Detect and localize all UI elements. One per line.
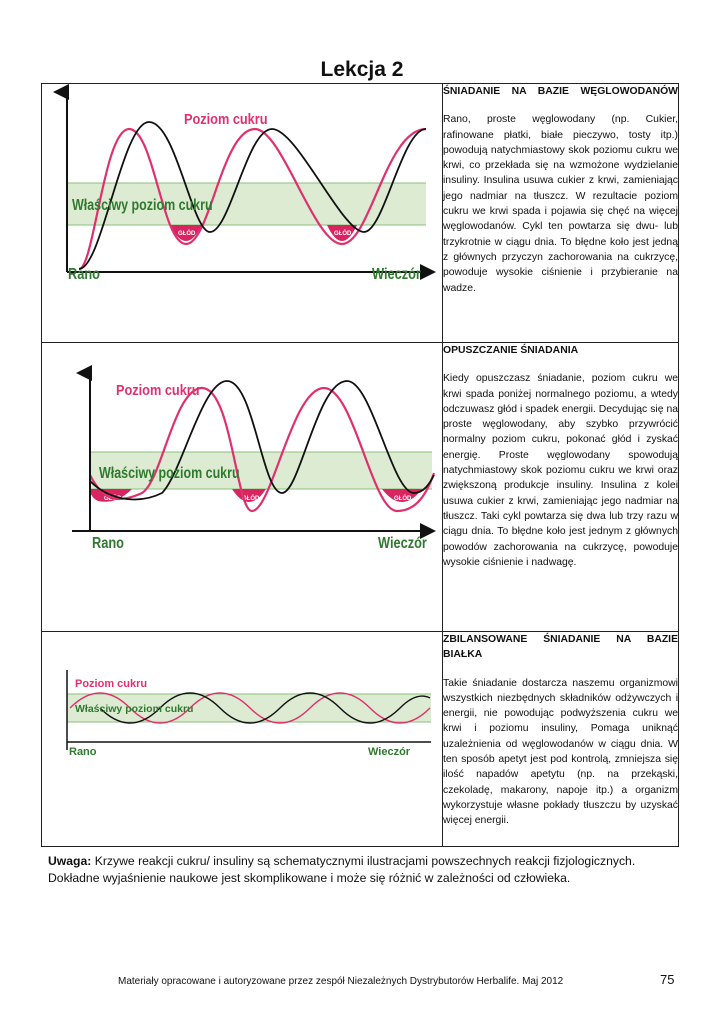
sugar-level-label: Poziom cukru (75, 678, 148, 690)
proper-level-label: Właściwy poziom cukru (99, 464, 240, 483)
page-title: Lekcja 2 (320, 58, 404, 81)
section-row-skipping-breakfast (42, 343, 679, 632)
page-number: 75 (660, 972, 675, 987)
hunger-label-2: GŁÓD (242, 496, 260, 502)
text-cell-3 (443, 632, 679, 847)
section-heading: ŚNIADANIE NA BAZIE WĘGLOWODANÓW (443, 86, 678, 97)
sugar-level-label: Poziom cukru (116, 380, 200, 399)
sugar-level-label: Poziom cukru (184, 109, 268, 128)
note-text: Krzywe reakcji cukru/ insuliny są schematycznymi ilustracjami powszechnych reakcji fizjologicznych. Dokładne wyjaśnienie naukowe jest skomplikowane i może się różnić w zależności od człowieka. (48, 854, 636, 885)
protein-breakfast-diagram (42, 632, 442, 846)
skipping-breakfast-diagram (42, 343, 442, 631)
section-row-protein-breakfast (42, 632, 679, 847)
section-heading: ZBILANSOWANE ŚNIADANIE NA BAZIE BIAŁKA (443, 634, 678, 661)
morning-label: Rano (92, 534, 124, 553)
section-body: Takie śniadanie dostarcza naszemu organizmowi wszystkich niezbędnych składników odżywczych i energii, nie powodując podwyższenia cukru we krwi i poziomu insuliny, Pomaga uniknąć uzależnienia od węglowodanów w ciągu dnia. W ten sposób apetyt jest pod kontrolą, zmniejsza się ilość napadów apetytu (np. na przekąski, czekoladę, makarony, napoje itp.) a organizm wykorzystuje własne pokłady tłuszczu by uzyskać więcej energii. (443, 677, 678, 827)
morning-label: Rano (68, 265, 100, 284)
section-row-carb-breakfast (42, 84, 679, 343)
hunger-label-1: GŁÓD (178, 231, 196, 237)
proper-level-label: Właściwy poziom cukru (75, 703, 194, 715)
section-body: Kiedy opuszczasz śniadanie, poziom cukru we krwi spada poniżej normalnego poziomu, a wtedy odczuwasz głód i spadek energii. Decydując się na proste węglowodany, aby szybko przywrócić normalny poziom cukru, pokonać głód i zyskać energię. Proste węglowodany spowodują natychmiastowy skok poziomu cukru we krwi oraz zwiększoną produkcje insuliny. Insulina z kolei usuwa cukier z krwi, zamieniając jego nadmiar na tłuszcz. Taki cykl powtarza się dwa lub trzy razu w ciągu dnia. To błędne koło jest jednym z głównych powodów zachorowania na cukrzycę, powoduje wysokie ciśnienie i nadwagę. (443, 373, 678, 568)
section-heading: OPUSZCZANIE ŚNIADANIA (443, 345, 579, 356)
figure-cell-2 (42, 343, 443, 632)
figure-cell-1 (42, 84, 443, 343)
section-body: Rano, proste węglowodany (np. Cukier, rafinowane płatki, białe pieczywo, tosty itp.) powodują natychmiastowy skok poziomu cukru we krwi, co przekłada się na wzmożone wydzielanie insuliny. Insulina usuwa cukier z krwi, zamieniając jego nadmiar na tłuszcz. W rezultacie poziom cukru we krwi spada i pojawia się chęć na więcej węglowodanów. Cykl ten powtarza się dwu- lub trzykrotnie w ciągu dnia. To błędne koło jest jedną z głównych przyczyn zachorowania na cukrzycę, powoduje wysokie ciśnienie i przybieranie na wadze. (443, 114, 678, 294)
lesson-table (41, 83, 679, 847)
note-label: Uwaga: (48, 854, 92, 868)
figure-cell-3 (42, 632, 443, 847)
evening-label: Wieczór (378, 534, 427, 553)
proper-level-label: Właściwy poziom cukru (72, 196, 213, 215)
text-cell-2 (443, 343, 679, 632)
morning-label: Rano (69, 746, 97, 758)
hunger-label-3: GŁÓD (394, 496, 412, 502)
hunger-label-2: GŁÓD (334, 231, 352, 237)
note (48, 853, 688, 887)
footer: Materiały opracowane i autoryzowane przez zespół Niezależnych Dystrybutorów Herbalife. Maj 2012 (118, 976, 564, 987)
evening-label: Wieczór (368, 746, 411, 758)
evening-label: Wieczór (372, 265, 421, 284)
carb-breakfast-diagram (42, 84, 442, 342)
text-cell-1 (443, 84, 679, 343)
hunger-label-1: GŁÓD (104, 496, 122, 502)
